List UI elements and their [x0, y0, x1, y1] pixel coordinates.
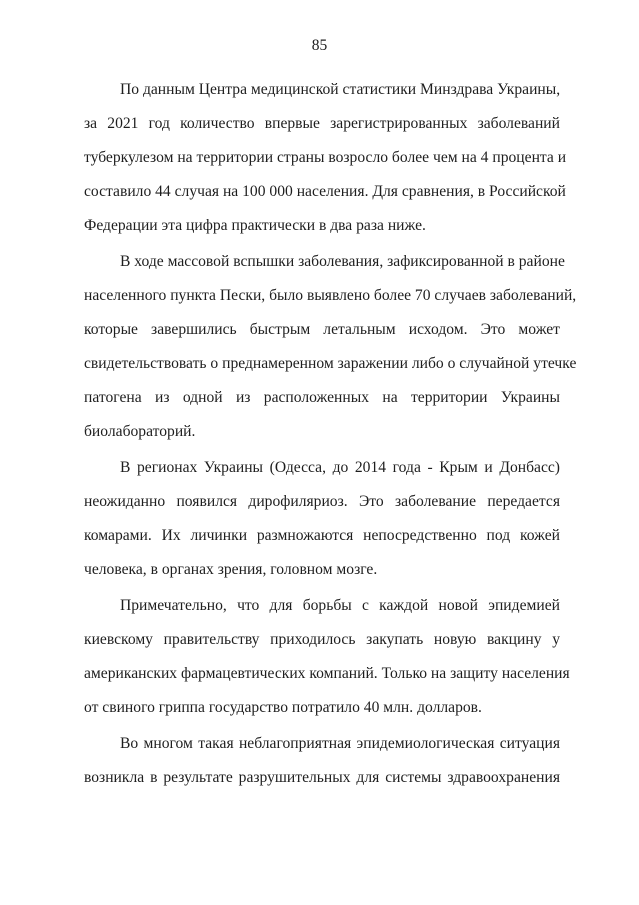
text-line: от свиного гриппа государство потратило 40 млн. долларов.	[84, 699, 482, 716]
text-line: возникла в результате разрушительных для системы здравоохранения	[84, 769, 560, 786]
text-line: Во многом такая неблагоприятная эпидемиологическая ситуация	[120, 735, 560, 752]
text-line: составило 44 случая на 100 000 населения. Для сравнения, в Российской	[84, 183, 566, 200]
text-line: комарами. Их личинки размножаются непосредственно под кожей	[84, 527, 560, 544]
text-line: биолабораторий.	[84, 423, 196, 440]
text-line: неожиданно появился дирофиляриоз. Это заболевание передается	[84, 493, 560, 510]
text-line: человека, в органах зрения, головном мозге.	[84, 561, 378, 578]
text-line: В ходе массовой вспышки заболевания, зафиксированной в районе	[120, 253, 565, 270]
text-line: По данным Центра медицинской статистики Минздрава Украины,	[120, 81, 561, 98]
text-line: американских фармацевтических компаний. Только на защиту населения	[84, 665, 570, 682]
text-line: В регионах Украины (Одесса, до 2014 года - Крым и Донбасс)	[120, 459, 560, 476]
text-line: свидетельствовать о преднамеренном заражении либо о случайной утечке	[84, 355, 577, 372]
text-line: населенного пункта Пески, было выявлено более 70 случаев заболеваний,	[84, 287, 577, 304]
text-line: Примечательно, что для борьбы с каждой новой эпидемией	[120, 597, 560, 614]
text-line: Федерации эта цифра практически в два раза ниже.	[84, 217, 426, 234]
text-line: которые завершились быстрым летальным исходом. Это может	[84, 321, 560, 338]
text-line: за 2021 год количество впервые зарегистрированных заболеваний	[84, 115, 560, 132]
text-line: киевскому правительству приходилось закупать новую вакцину у	[84, 631, 560, 648]
text-line: патогена из одной из расположенных на территории Украины	[84, 389, 560, 406]
text-line: туберкулезом на территории страны возросло более чем на 4 процента и	[84, 149, 567, 166]
page-number: 85	[311, 37, 328, 54]
